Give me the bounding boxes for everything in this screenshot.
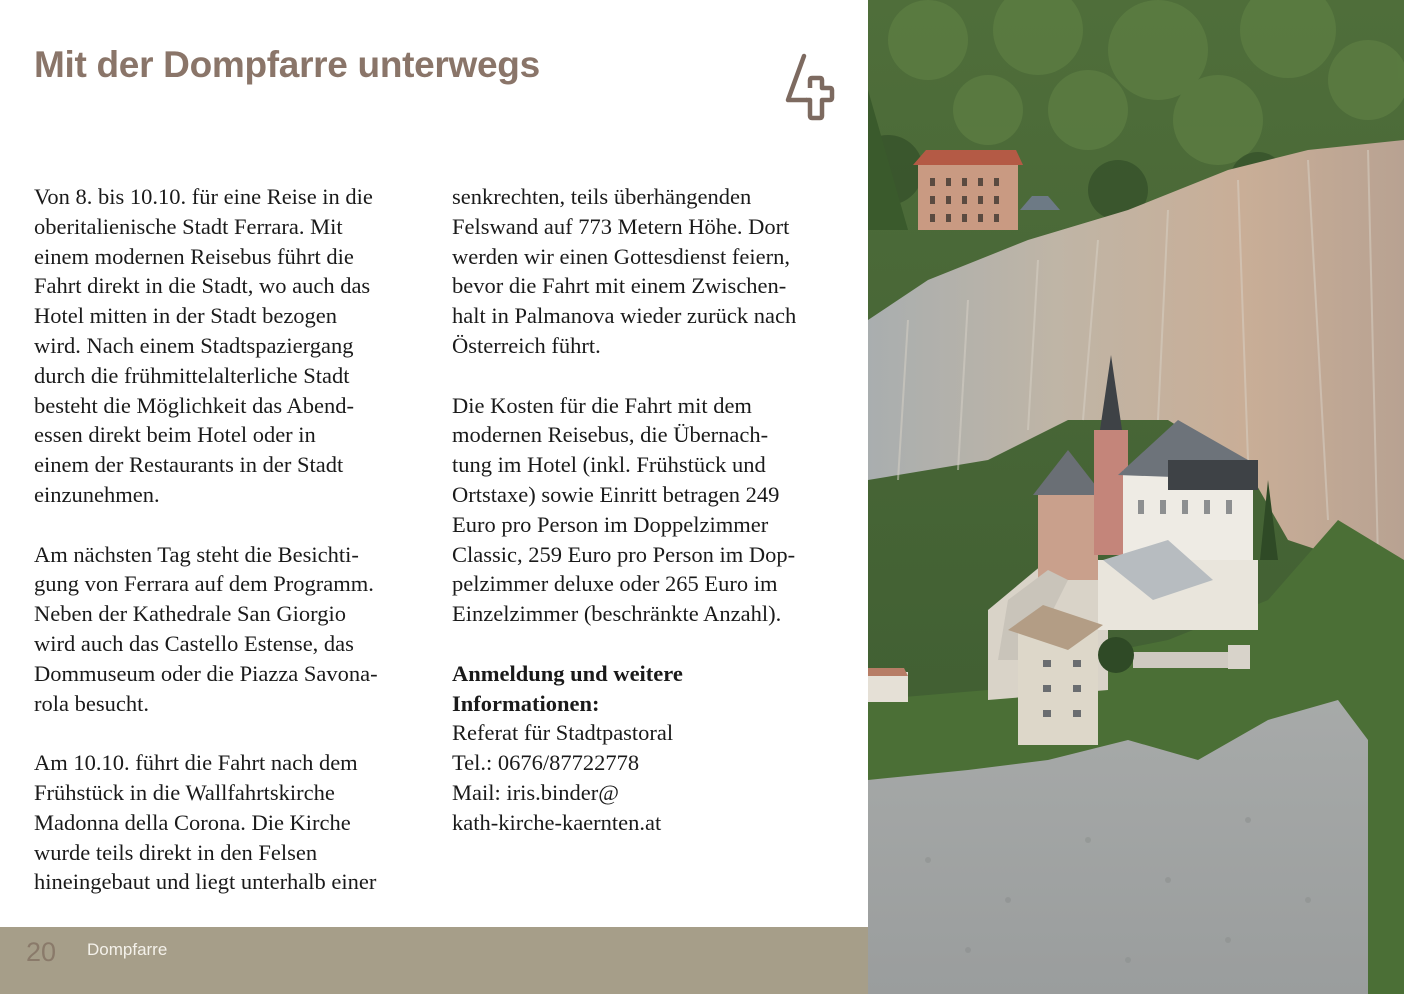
page-number: 20 bbox=[26, 937, 57, 967]
contact-heading: Informationen: bbox=[452, 690, 600, 716]
contact-block bbox=[452, 659, 844, 838]
text-line: wird. Nach einem Stadtspaziergang bbox=[34, 332, 354, 358]
text-line: Felswand auf 773 Metern Höhe. Dort bbox=[452, 213, 790, 239]
text-line: tung im Hotel (inkl. Frühstück und bbox=[452, 452, 766, 478]
text-line: oberitalienische Stadt Ferrara. Mit bbox=[34, 213, 343, 239]
text-line: wird auch das Castello Estense, das bbox=[34, 630, 354, 656]
text-line: Dommuseum oder die Piazza Savona- bbox=[34, 660, 378, 686]
paragraph-madonna-corona bbox=[34, 748, 426, 897]
contact-office: Referat für Stadtpastoral bbox=[452, 720, 674, 746]
text-line: Frühstück in die Wallfahrtskirche bbox=[34, 779, 335, 805]
section-label: Dompfarre bbox=[87, 940, 168, 959]
contact-email-domain[interactable]: kath-kirche-kaernten.at bbox=[452, 809, 662, 835]
text-line: wurde teils direkt in den Felsen bbox=[34, 839, 318, 865]
text-line: besteht die Möglichkeit das Abend- bbox=[34, 392, 354, 418]
text-line: rola besucht. bbox=[34, 690, 149, 716]
text-line: Die Kosten für die Fahrt mit dem bbox=[452, 392, 752, 418]
page-title: Mit der Dompfarre unterwegs bbox=[34, 44, 540, 85]
text-line: Madonna della Corona. Die Kirche bbox=[34, 809, 351, 835]
text-line: Neben der Kathedrale San Giorgio bbox=[34, 601, 346, 627]
text-line: Fahrt direkt in die Stadt, wo auch das bbox=[34, 273, 371, 299]
text-line: einem modernen Reisebus führt die bbox=[34, 243, 354, 269]
text-line: Classic, 259 Euro pro Person im Dop- bbox=[452, 541, 796, 567]
paragraph-ferrara-visit bbox=[34, 540, 426, 719]
text-column-right bbox=[452, 182, 844, 838]
cliffside-sanctuary-photo bbox=[868, 0, 1404, 994]
contact-email[interactable]: Mail: iris.binder@ bbox=[452, 779, 619, 805]
text-line: bevor die Fahrt mit einem Zwischen- bbox=[452, 273, 787, 299]
text-line: Ortstaxe) sowie Einritt betragen 249 bbox=[452, 481, 780, 507]
text-line: Von 8. bis 10.10. für eine Reise in die bbox=[34, 184, 373, 209]
text-line: senkrechten, teils überhängenden bbox=[452, 184, 752, 209]
number-four-cross-icon bbox=[784, 52, 840, 124]
paragraph-costs bbox=[452, 391, 844, 629]
text-column-left bbox=[34, 182, 426, 927]
page-footer bbox=[0, 927, 868, 994]
paragraph-trip-intro bbox=[34, 182, 426, 510]
contact-phone[interactable]: Tel.: 0676/87722778 bbox=[452, 750, 640, 776]
text-line: einem der Restaurants in der Stadt bbox=[34, 452, 344, 478]
contact-heading: Anmeldung und weitere bbox=[452, 660, 683, 686]
text-line: hineingebaut und liegt unterhalb einer bbox=[34, 869, 377, 895]
text-line: Euro pro Person im Doppelzimmer bbox=[452, 511, 769, 537]
text-line: einzunehmen. bbox=[34, 481, 160, 507]
text-line: Einzelzimmer (beschränkte Anzahl). bbox=[452, 601, 782, 627]
text-line: pelzimmer deluxe oder 265 Euro im bbox=[452, 571, 778, 597]
text-line: halt in Palmanova wieder zurück nach bbox=[452, 303, 797, 329]
text-line: Österreich führt. bbox=[452, 332, 601, 358]
text-line: Am 10.10. führt die Fahrt nach dem bbox=[34, 750, 358, 776]
text-line: Am nächsten Tag steht die Besichti- bbox=[34, 541, 359, 567]
text-line: Hotel mitten in der Stadt bezogen bbox=[34, 303, 338, 329]
text-line: modernen Reisebus, die Übernach- bbox=[452, 422, 769, 448]
photo-illustration bbox=[868, 0, 1404, 994]
paragraph-return-trip bbox=[452, 182, 844, 361]
text-line: werden wir einen Gottesdienst feiern, bbox=[452, 243, 791, 269]
text-line: gung von Ferrara auf dem Programm. bbox=[34, 571, 374, 597]
text-line: durch die frühmittelalterliche Stadt bbox=[34, 362, 350, 388]
text-line: essen direkt beim Hotel oder in bbox=[34, 422, 316, 448]
